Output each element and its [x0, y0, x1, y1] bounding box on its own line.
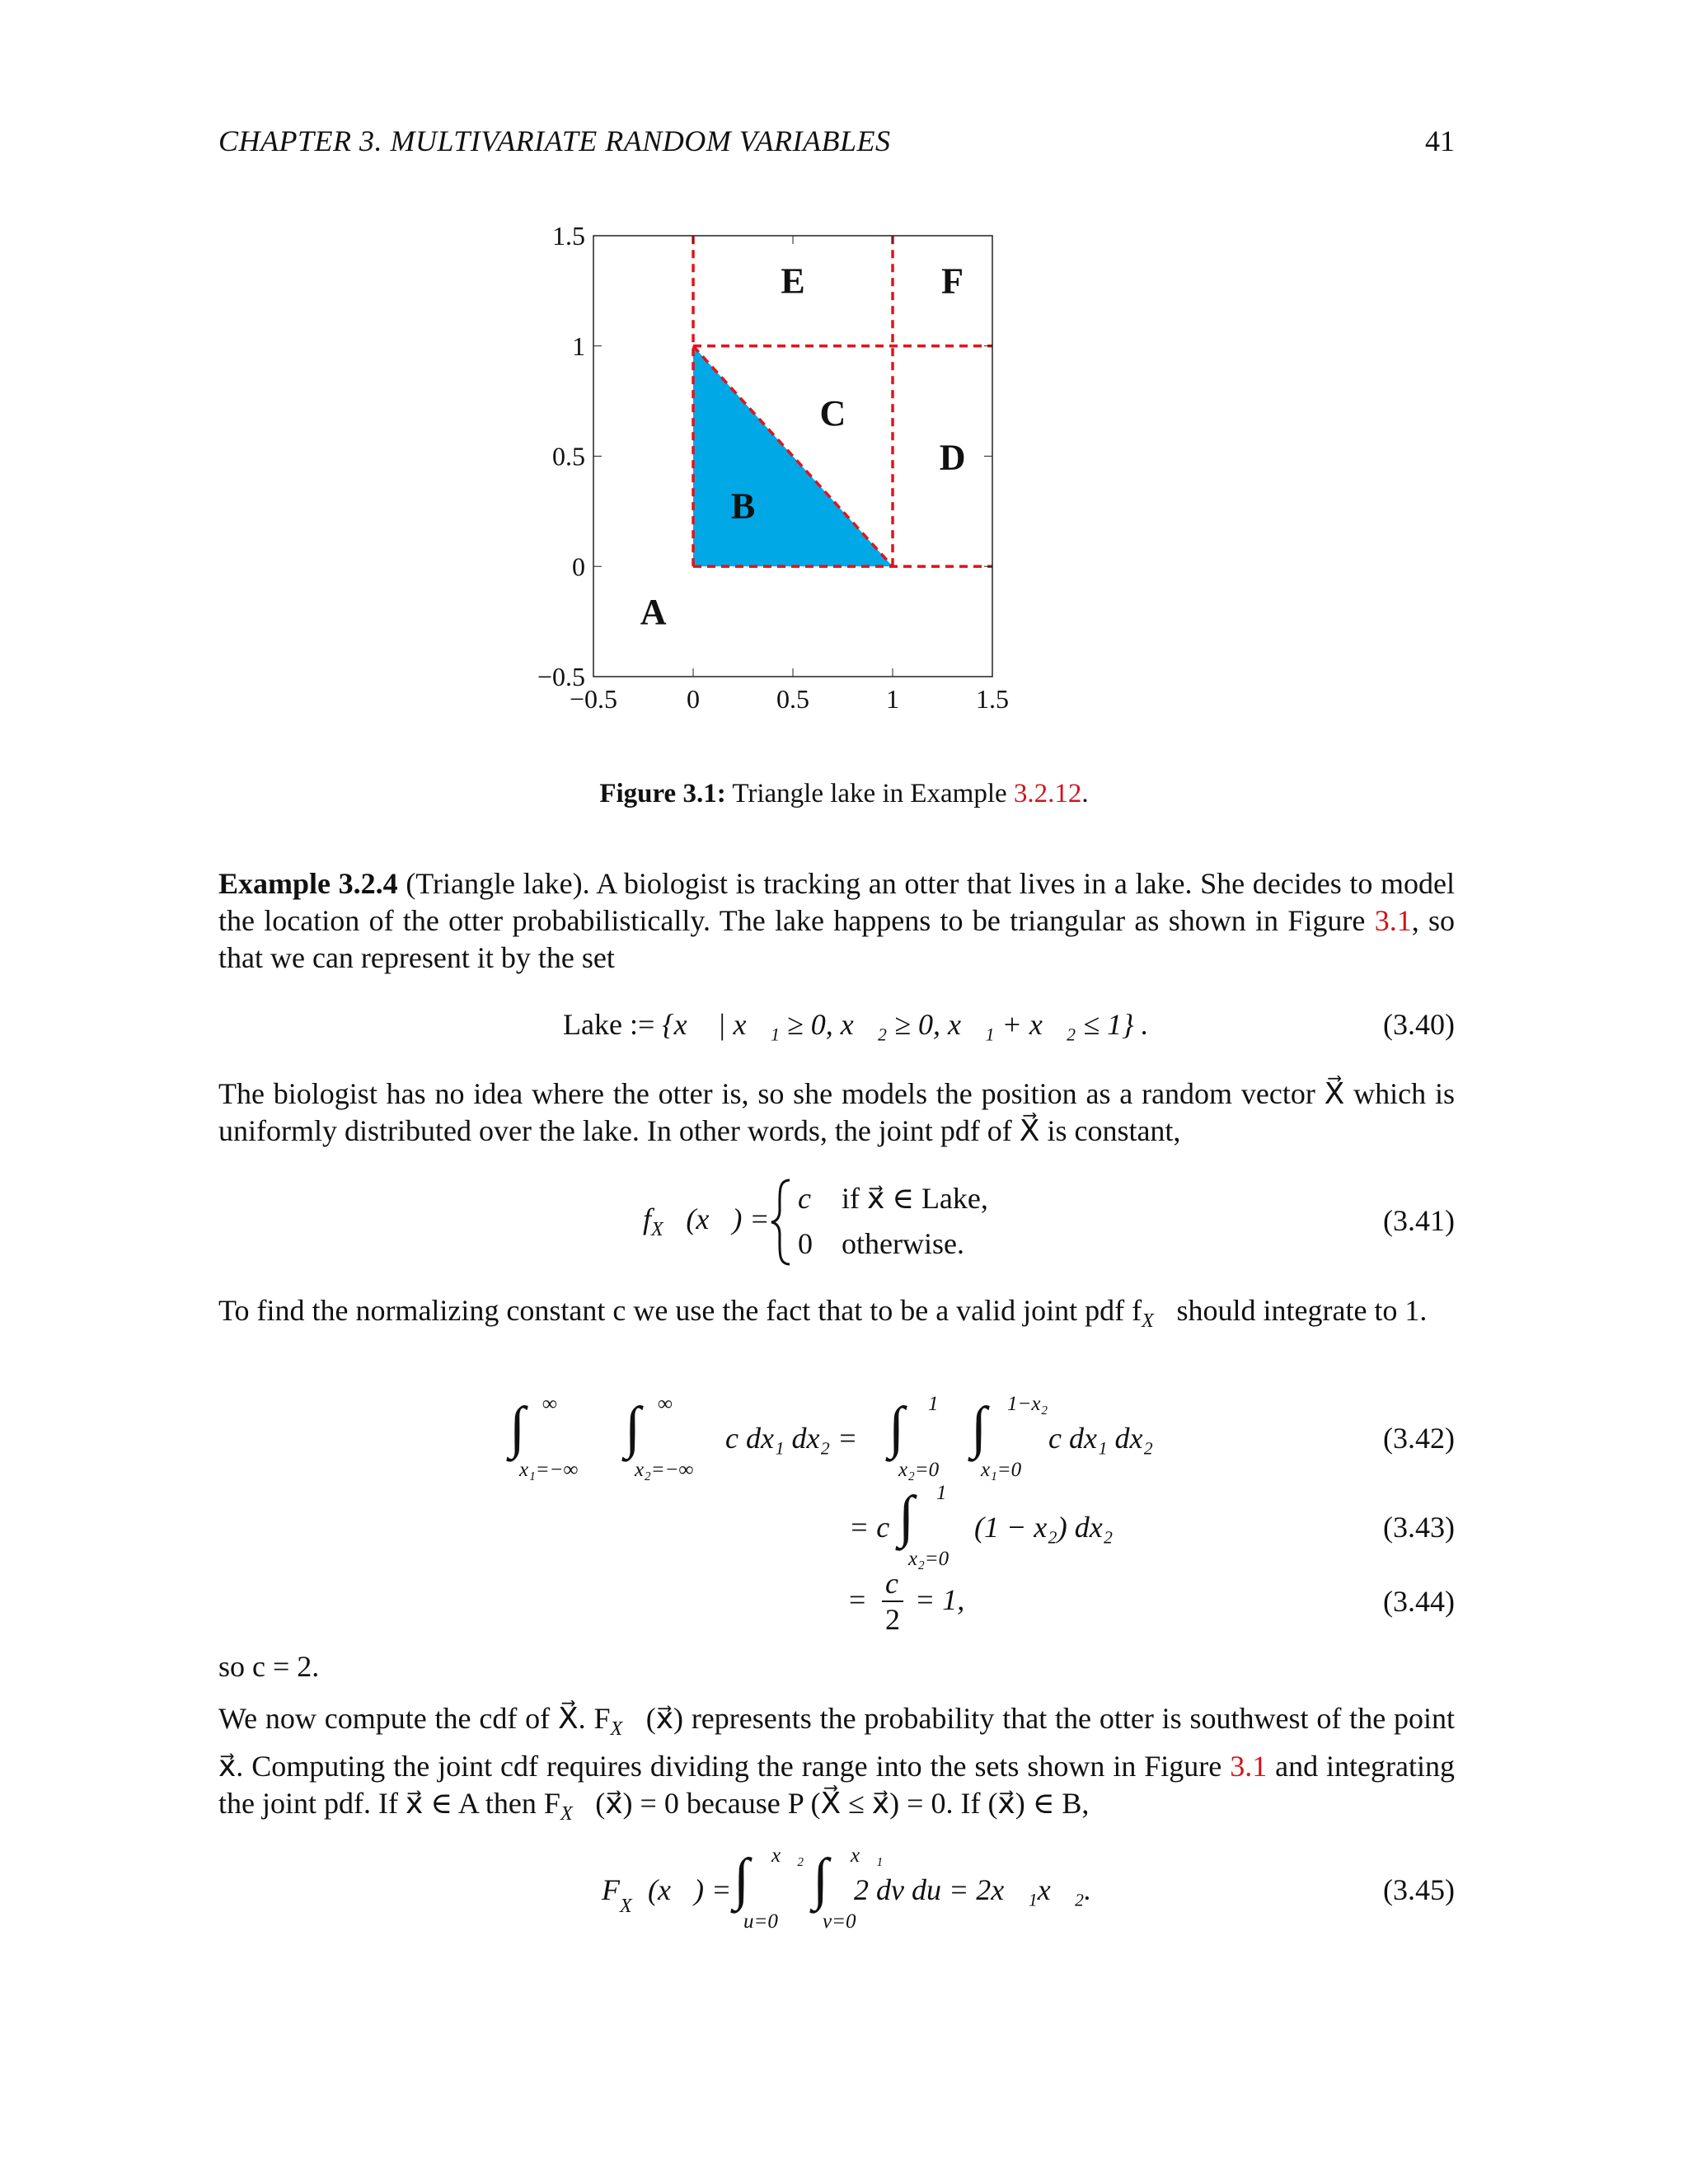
eq341-case2-cond: otherwise.: [842, 1227, 964, 1260]
eq345-lower1: u=0: [743, 1910, 778, 1933]
eq341-number: (3.41): [1383, 1204, 1455, 1237]
y-tick-label-2: 0.5: [552, 441, 585, 471]
eq342-upper3: 1: [928, 1393, 939, 1415]
figure-ref-link[interactable]: 3.1: [1374, 904, 1412, 937]
equation-3-43: [849, 1482, 1179, 1572]
para3-text: To find the normalizing constant c we use the fact that to be a valid joint pdf f: [218, 1294, 1142, 1327]
y-tick-label-1: 0: [572, 551, 585, 582]
equation-3-41-lhs: [643, 1202, 770, 1241]
eq343-integrand: (1 − x₂) dx₂: [974, 1511, 1114, 1544]
x-tick-label-3: 1: [886, 684, 899, 714]
para3-end: should integrate to 1.: [1176, 1294, 1428, 1327]
y-tick-label-0: −0.5: [537, 662, 585, 691]
eq343-upper: 1: [936, 1482, 947, 1504]
eq342-upper1: ∞: [542, 1393, 557, 1415]
example-text-1: A biologist is tracking an otter that lives in a lake. She decides to model the location of the otter probabilistically. The lake happens to be triangular as shown in Figure: [218, 867, 1456, 937]
so-line: so c = 2.: [218, 1650, 320, 1683]
eq341-case2-val: 0: [798, 1227, 813, 1260]
equation-3-40: [563, 1007, 1149, 1042]
caption-label: Figure 3.1:: [599, 779, 726, 808]
eq342-upper4: 1−x₂: [1007, 1393, 1048, 1415]
figure-ref-link-2[interactable]: 3.1: [1230, 1750, 1268, 1783]
region-label-b: B: [730, 485, 756, 527]
example-paragraph: [218, 865, 1455, 977]
example-label: Example 3.2.4: [218, 867, 398, 900]
eq343-prefix: = c: [849, 1511, 890, 1544]
x-tick-label-2: 0.5: [776, 684, 809, 714]
region-label-d: D: [939, 437, 966, 478]
eq342-lower4: x₁=0: [981, 1459, 1022, 1481]
eq341-case1-val: c: [798, 1182, 811, 1215]
region-label-a: A: [640, 591, 667, 632]
eq341-case-2: [798, 1226, 964, 1261]
para4-c: and integrating the joint pdf. If x⃗ ∈ A then F: [218, 1750, 1455, 1821]
integral-5-icon: ∫: [898, 1485, 915, 1549]
equation-3-44: [849, 1566, 1096, 1636]
para4-b: (x⃗) represents the probability that the otter is southwest of the point x⃗. Computing the joint cdf requires dividing the range into the sets shown in Figure: [218, 1702, 1456, 1783]
para4-sub: X⃗: [610, 1718, 638, 1741]
integral-7-icon: ∫: [813, 1848, 829, 1911]
integral-3-icon: ∫: [889, 1396, 905, 1460]
integral-4-icon: ∫: [971, 1396, 987, 1460]
eq345-upper2: x⃗₁: [851, 1844, 884, 1867]
eq340-rhs: {x⃗ | x⃗₁ ≥ 0, x⃗₂ ≥ 0, x⃗₁ + x⃗₂ ≤ 1} .: [662, 1008, 1149, 1041]
eq345-number: (3.45): [1383, 1873, 1455, 1906]
triangle-lake-figure: [495, 214, 1170, 742]
y-tick-label-4: 1.5: [552, 221, 585, 251]
x-tick-label-0: −0.5: [569, 684, 618, 714]
example-title: (Triangle lake).: [406, 867, 590, 900]
eq341-case1-cond: if x⃗ ∈ Lake,: [842, 1182, 988, 1215]
eq341-arg: (x⃗) =: [686, 1202, 770, 1235]
equation-3-45: [602, 1844, 1179, 1935]
eq340-number: (3.40): [1383, 1008, 1455, 1041]
caption-ref-link[interactable]: 3.2.12: [1013, 779, 1082, 808]
eq344-prefix: =: [849, 1583, 866, 1616]
eq345-sub: X⃗: [620, 1896, 648, 1917]
page-number: 41: [1425, 124, 1455, 157]
paragraph-4: [218, 1700, 1455, 1833]
figure-caption: [0, 779, 1688, 809]
para4-d: (x⃗) = 0 because P (X⃗ ≤ x⃗) = 0. If (x⃗) ∈ B,: [595, 1787, 1090, 1821]
eq342-upper2: ∞: [658, 1393, 673, 1415]
eq340-lhs: Lake :=: [563, 1008, 663, 1041]
eq343-lower: x₂=0: [908, 1548, 950, 1570]
running-header: CHAPTER 3. MULTIVARIATE RANDOM VARIABLES: [218, 124, 891, 157]
x-tick-label-4: 1.5: [976, 684, 1009, 714]
left-brace-icon: [768, 1177, 793, 1268]
eq341-f: f: [643, 1202, 652, 1235]
caption-text: Triangle lake in Example: [732, 779, 1007, 808]
eq341-sub: X⃗: [651, 1219, 679, 1241]
eq342-lower3: x₂=0: [898, 1459, 940, 1481]
x-tick-label-1: 0: [687, 684, 700, 714]
eq345-arg: (x⃗) =: [648, 1873, 732, 1906]
paragraph-2: The biologist has no idea where the otter is, so she models the position as a random vector X⃗ which is uniformly distributed over the lake. In other words, the joint pdf of X⃗ is constant,: [218, 1077, 1455, 1147]
eq345-f: F: [602, 1873, 620, 1906]
integral-2-icon: ∫: [625, 1396, 641, 1460]
eq342-integrand: c dx₁ dx₂ =: [725, 1422, 858, 1455]
eq345-lower2: v=0: [823, 1910, 856, 1933]
paragraph-3: [218, 1292, 1455, 1340]
caption-end: .: [1081, 779, 1089, 808]
eq342-lower1: x₁=−∞: [519, 1459, 579, 1481]
para3-sub: X⃗: [1142, 1310, 1170, 1333]
example-text-2: , so that we can represent it by the set: [218, 904, 1456, 974]
y-tick-label-3: 1: [572, 330, 585, 361]
eq344-frac-den: 2: [885, 1603, 900, 1636]
eq344-number: (3.44): [1383, 1585, 1455, 1618]
eq343-number: (3.43): [1383, 1511, 1455, 1544]
eq342-integrand-2: c dx₁ dx₂: [1048, 1422, 1153, 1455]
eq345-upper1: x⃗₂: [771, 1844, 804, 1867]
para4-c-sub: X⃗: [560, 1803, 588, 1825]
region-label-c: C: [819, 393, 846, 434]
eq341-case-1: [798, 1181, 988, 1216]
region-label-e: E: [781, 260, 805, 302]
integral-1-icon: ∫: [509, 1396, 526, 1460]
integral-6-icon: ∫: [734, 1848, 750, 1911]
eq342-number: (3.42): [1383, 1422, 1455, 1455]
eq344-frac-num: c: [885, 1567, 898, 1600]
para4-text: We now compute the cdf of X⃗. F: [218, 1702, 611, 1735]
region-label-f: F: [941, 260, 964, 302]
equation-3-42: [509, 1393, 1169, 1483]
eq345-integrand: 2 dv du = 2x⃗₁x⃗₂.: [854, 1873, 1092, 1906]
eq342-lower2: x₂=−∞: [635, 1459, 694, 1481]
eq344-suffix: = 1,: [915, 1583, 965, 1616]
